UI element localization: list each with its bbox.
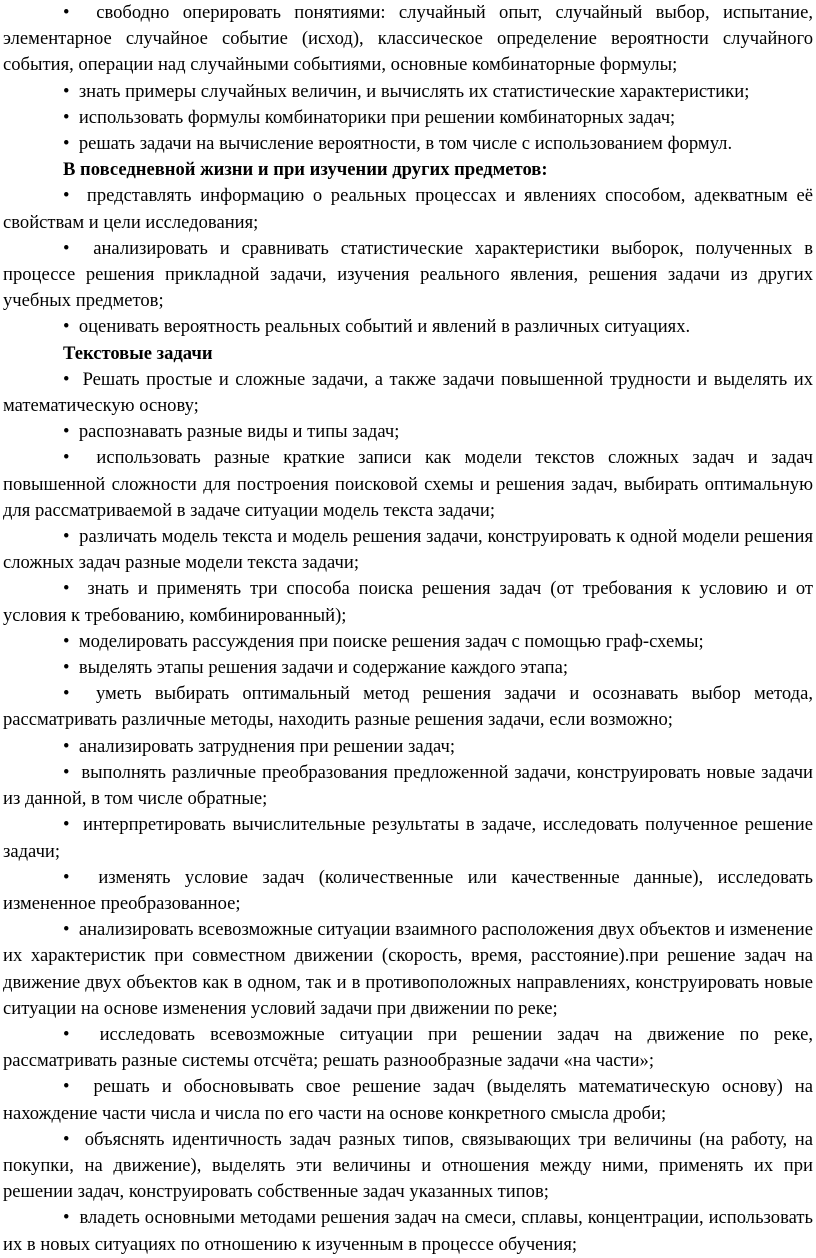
bullet-item: • использовать формулы комбинаторики при решении комбинаторных задач; bbox=[3, 105, 813, 131]
bullet-item: • объяснять идентичность задач разных типов, связывающих три величины (на работу, на покупки, на движение), выделять эти величины и отношения между ними, применять их при решении задач, конструировать собственные задач указанных типов; bbox=[3, 1127, 813, 1206]
bullet-item: • владеть основными методами решения задач на смеси, сплавы, концентрации, использовать их в новых ситуациях по отношению к изученным в процессе обучения; bbox=[3, 1205, 813, 1257]
bullet-item: • уметь выбирать оптимальный метод решения задачи и осознавать выбор метода, рассматривать различные методы, находить разные решения задачи, если возможно; bbox=[3, 681, 813, 733]
bullet-item: • знать и применять три способа поиска решения задач (от требования к условию и от условия к требованию, комбинированный); bbox=[3, 576, 813, 628]
bullet-item: • Решать простые и сложные задачи, а также задачи повышенной трудности и выделять их математическую основу; bbox=[3, 367, 813, 419]
bullet-item: • выделять этапы решения задачи и содержание каждого этапа; bbox=[3, 655, 813, 681]
bullet-item: • анализировать всевозможные ситуации взаимного расположения двух объектов и изменение их характеристик при совместном движении (скорость, время, расстояние).при решение задач на движение двух объектов как в одном, так и в противоположных направлениях, конструировать новые ситуации на основе изменения условий задачи при движении по реке; bbox=[3, 917, 813, 1022]
section-heading: Текстовые задачи bbox=[63, 342, 213, 364]
bullet-item: • интерпретировать вычислительные результаты в задаче, исследовать полученное решение задачи; bbox=[3, 812, 813, 864]
bullet-item: • изменять условие задач (количественные или качественные данные), исследовать измененное преобразованное; bbox=[3, 865, 813, 917]
bullet-item: • оценивать вероятность реальных событий и явлений в различных ситуациях. bbox=[3, 314, 813, 340]
bullet-item: • исследовать всевозможные ситуации при решении задач на движение по реке, рассматривать разные системы отсчёта; решать разнообразные задачи «на части»; bbox=[3, 1022, 813, 1074]
bullet-item: • моделировать рассуждения при поиске решения задач с помощью граф-схемы; bbox=[3, 629, 813, 655]
bullet-item: • использовать разные краткие записи как модели текстов сложных задач и задач повышенной сложности для построения поисковой схемы и решения задач, выбирать оптимальную для рассматриваемой в задаче ситуации модель текста задачи; bbox=[3, 445, 813, 524]
bullet-item: • знать примеры случайных величин, и вычислять их статистические характеристики; bbox=[3, 79, 813, 105]
bullet-item: • выполнять различные преобразования предложенной задачи, конструировать новые задачи из данной, в том числе обратные; bbox=[3, 760, 813, 812]
bullet-item: • различать модель текста и модель решения задачи, конструировать к одной модели решения сложных задач разные модели текста задачи; bbox=[3, 524, 813, 576]
bullet-item: • распознавать разные виды и типы задач; bbox=[3, 419, 813, 445]
bullet-item: • свободно оперировать понятиями: случайный опыт, случайный выбор, испытание, элементарное случайное событие (исход), классическое определение вероятности случайного события, операции над случайными событиями, основные комбинаторные формулы; bbox=[3, 0, 813, 79]
bullet-item: • представлять информацию о реальных процессах и явлениях способом, адекватным её свойствам и цели исследования; bbox=[3, 183, 813, 235]
bullet-item: • анализировать и сравнивать статистические характеристики выборок, полученных в процессе решения прикладной задачи, изучения реального явления, решения задачи из других учебных предметов; bbox=[3, 236, 813, 315]
section-heading: В повседневной жизни и при изучении других предметов: bbox=[63, 159, 548, 181]
bullet-item: • решать задачи на вычисление вероятности, в том числе с использованием формул. bbox=[3, 131, 813, 157]
bullet-item: • решать и обосновывать свое решение задач (выделять математическую основу) на нахождение части числа и числа по его части на основе конкретного смысла дроби; bbox=[3, 1074, 813, 1126]
bullet-item: • анализировать затруднения при решении задач; bbox=[3, 734, 813, 760]
